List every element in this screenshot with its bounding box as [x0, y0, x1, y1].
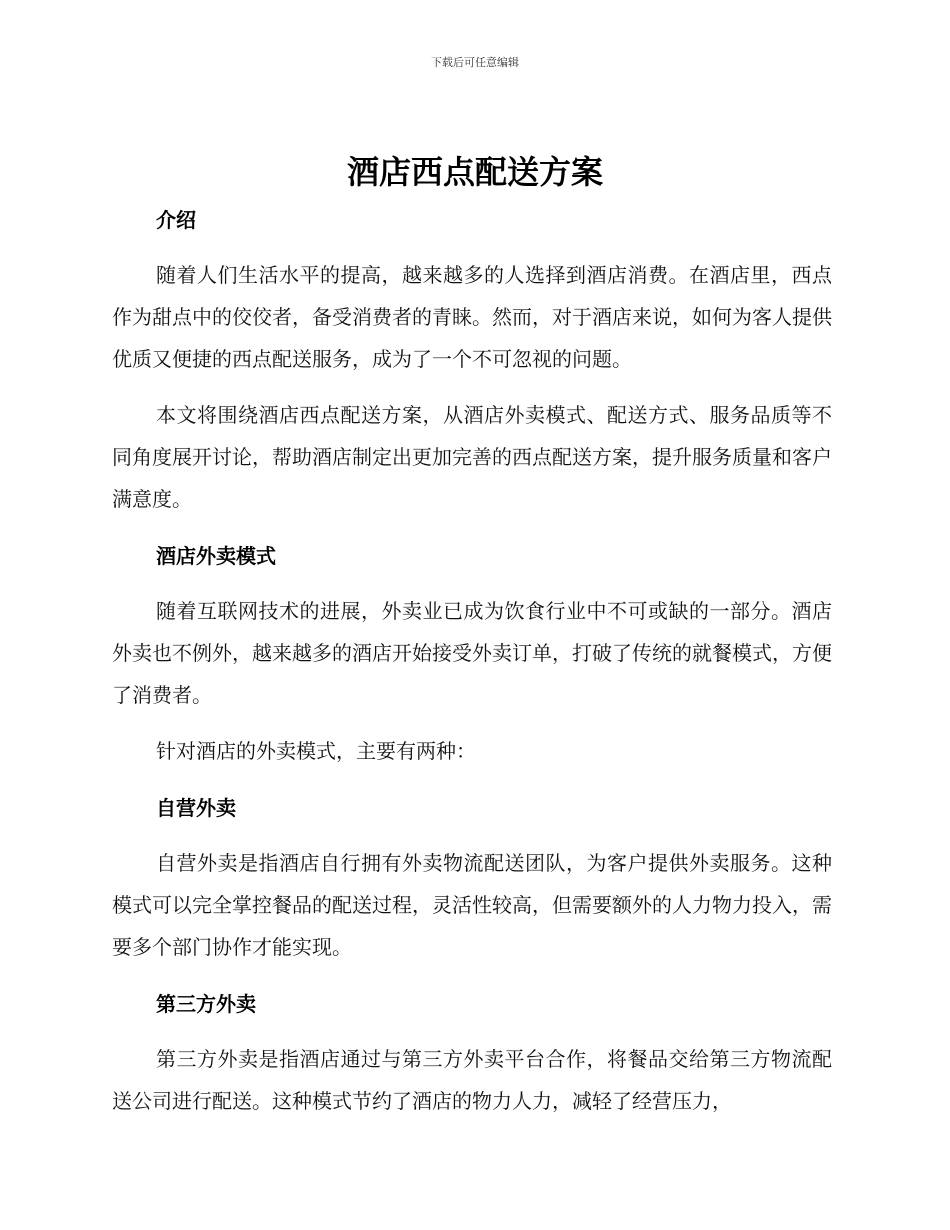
section-heading-self-operated: 自营外卖	[156, 796, 236, 820]
section-heading-hotel-takeout: 酒店外卖模式	[156, 544, 276, 568]
paragraph-hotel-takeout-2: 针对酒店的外卖模式，主要有两种：	[156, 739, 476, 763]
section-heading-third-party: 第三方外卖	[156, 992, 256, 1016]
paragraph-third-party-1: 第三方外卖是指酒店通过与第三方外卖平台合作，将餐品交给第三方物流配送公司进行配送。这种模式节约了酒店的物力人力，减轻了经营压力，	[112, 1047, 832, 1113]
paragraph-intro-1: 随着人们生活水平的提高，越来越多的人选择到酒店消费。在酒店里，西点作为甜点中的佼佼者，备受消费者的青睐。然而，对于酒店来说，如何为客人提供优质又便捷的西点配送服务，成为了一个不可忽视的问题。	[112, 263, 832, 371]
section-heading-intro: 介绍	[156, 208, 196, 232]
paragraph-self-operated-1: 自营外卖是指酒店自行拥有外卖物流配送团队，为客户提供外卖服务。这种模式可以完全掌控餐品的配送过程，灵活性较高，但需要额外的人力物力投入，需要多个部门协作才能实现。	[112, 851, 832, 959]
header-note: 下载后可任意编辑	[431, 56, 519, 69]
paragraph-hotel-takeout-1: 随着互联网技术的进展，外卖业已成为饮食行业中不可或缺的一部分。酒店外卖也不例外，越来越多的酒店开始接受外卖订单，打破了传统的就餐模式，方便了消费者。	[112, 599, 832, 707]
document-body	[112, 198, 832, 1122]
paragraph-intro-2: 本文将围绕酒店西点配送方案，从酒店外卖模式、配送方式、服务品质等不同角度展开讨论，帮助酒店制定出更加完善的西点配送方案，提升服务质量和客户满意度。	[112, 403, 832, 511]
document-title: 酒店西点配送方案	[346, 153, 603, 191]
